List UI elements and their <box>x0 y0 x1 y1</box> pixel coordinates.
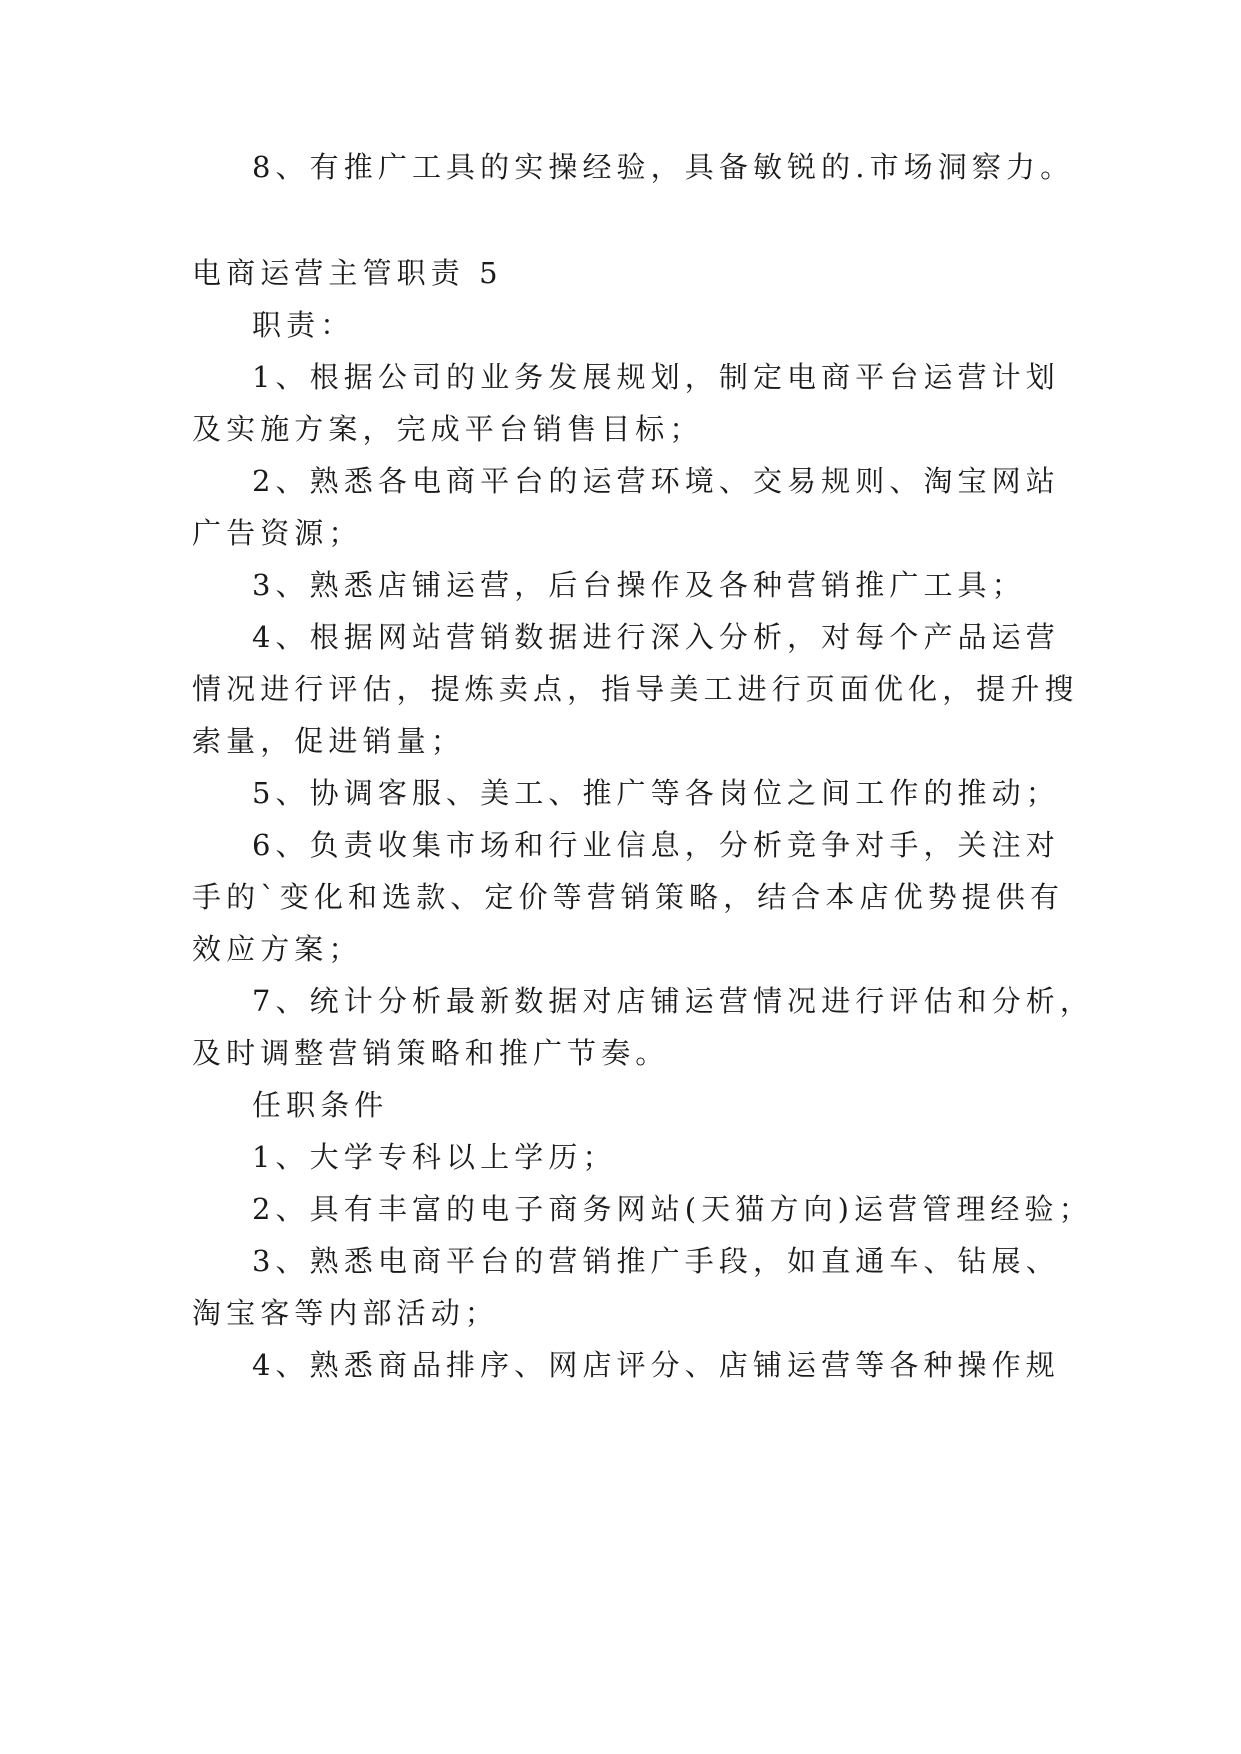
duty-item-1-line-2: 及实施方案，完成平台销售目标； <box>192 412 704 446</box>
duty-item-1-line-1: 1、根据公司的业务发展规划，制定电商平台运营计划 <box>252 360 1060 394</box>
duty-item-2-line-1: 2、熟悉各电商平台的运营环境、交易规则、淘宝网站 <box>252 464 1060 498</box>
requirement-item-2-line-1: 2、具有丰富的电子商务网站(天猫方向)运营管理经验； <box>252 1192 1093 1226</box>
duty-item-6-line-3: 效应方案； <box>192 932 363 966</box>
duty-item-4-line-3: 索量，促进销量； <box>192 724 465 758</box>
duty-item-7-line-2: 及时调整营销策略和推广节奏。 <box>192 1036 670 1070</box>
section-title: 电商运营主管职责 5 <box>192 256 503 290</box>
duty-item-7-line-1: 7、统计分析最新数据对店铺运营情况进行评估和分析， <box>252 984 1094 1018</box>
duty-item-3-line-1: 3、熟悉店铺运营，后台操作及各种营销推广工具； <box>252 568 1026 602</box>
requirements-heading: 任职条件 <box>252 1088 389 1122</box>
duty-item-5-line-1: 5、协调客服、美工、推广等各岗位之间工作的推动； <box>252 776 1060 810</box>
requirement-item-4-line-1: 4、熟悉商品排序、网店评分、店铺运营等各种操作规 <box>252 1348 1060 1382</box>
duty-item-6-line-2: 手的`变化和选款、定价等营销策略，结合本店优势提供有 <box>192 880 1065 914</box>
duty-item-6-line-1: 6、负责收集市场和行业信息，分析竞争对手，关注对 <box>252 828 1060 862</box>
duty-item-4-line-1: 4、根据网站营销数据进行深入分析，对每个产品运营 <box>252 620 1060 654</box>
duty-item-4-line-2: 情况进行评估，提炼卖点，指导美工进行页面优化，提升搜 <box>192 672 1079 706</box>
requirement-item-3-line-2: 淘宝客等内部活动； <box>192 1296 499 1330</box>
requirement-item-3-line-1: 3、熟悉电商平台的营销推广手段，如直通车、钻展、 <box>252 1244 1060 1278</box>
duty-item-2-line-2: 广告资源； <box>192 516 363 550</box>
intro-line: 8、有推广工具的实操经验，具备敏锐的.市场洞察力。 <box>252 150 1075 184</box>
requirement-item-1-line-1: 1、大学专科以上学历； <box>252 1140 617 1174</box>
duties-heading: 职责： <box>252 308 355 342</box>
